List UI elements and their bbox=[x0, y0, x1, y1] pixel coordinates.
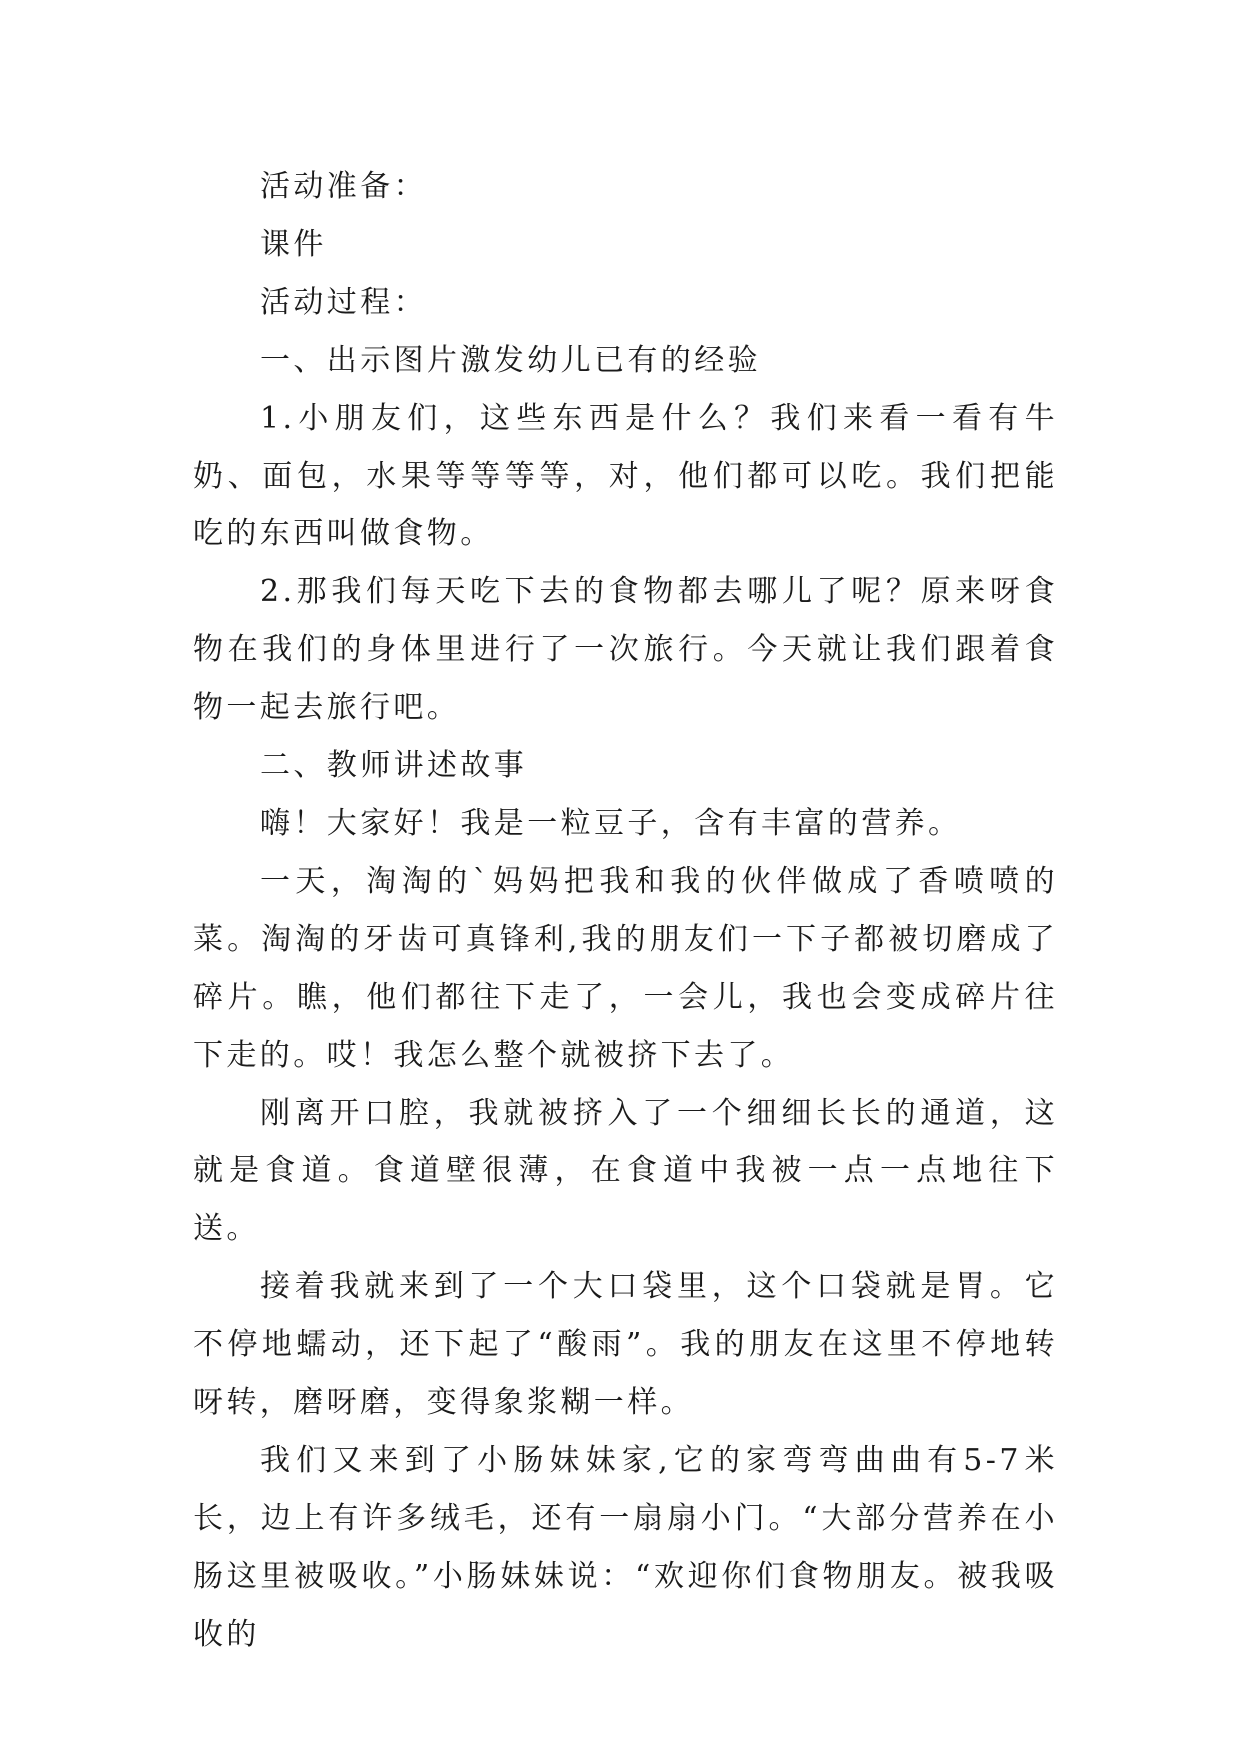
paragraph: 课件 bbox=[260, 226, 327, 262]
paragraph: 活动过程： bbox=[260, 284, 427, 320]
paragraph: 活动准备： bbox=[260, 169, 427, 204]
paragraph: 嗨！大家好！我是一粒豆子，含有丰富的营养。 bbox=[260, 805, 962, 841]
paragraph: 刚离开口腔，我就被挤入了一个细细长长的通道，这就是食道。食道壁很薄，在食道中我被一点一点地往下送。 bbox=[193, 1095, 1058, 1247]
paragraph: 2.那我们每天吃下去的食物都去哪儿了呢？原来呀食物在我们的身体里进行了一次旅行。今天就让我们跟着食物一起去旅行吧。 bbox=[193, 574, 1058, 726]
document-body bbox=[193, 158, 1058, 1664]
paragraph: 1.小朋友们，这些东西是什么？我们来看一看有牛奶、面包，水果等等等等，对，他们都可以吃。我们把能吃的东西叫做食物。 bbox=[193, 400, 1058, 552]
section-heading: 二、教师讲述故事 bbox=[260, 748, 528, 784]
paragraph: 一天，淘淘的`妈妈把我和我的伙伴做成了香喷喷的菜。淘淘的牙齿可真锋利,我的朋友们一下子都被切磨成了碎片。瞧，他们都往下走了，一会儿，我也会变成碎片往下走的。哎！我怎么整个就被挤下去了。 bbox=[193, 863, 1058, 1073]
paragraph: 接着我就来到了一个大口袋里，这个口袋就是胃。它不停地蠕动，还下起了“酸雨”。我的朋友在这里不停地转呀转，磨呀磨，变得象浆糊一样。 bbox=[193, 1269, 1058, 1421]
paragraph: 我们又来到了小肠妹妹家,它的家弯弯曲曲有5-7米长，边上有许多绒毛，还有一扇扇小门。“大部分营养在小肠这里被吸收。”小肠妹妹说：“欢迎你们食物朋友。被我吸收的 bbox=[193, 1442, 1058, 1652]
section-heading: 一、出示图片激发幼儿已有的经验 bbox=[260, 342, 761, 378]
